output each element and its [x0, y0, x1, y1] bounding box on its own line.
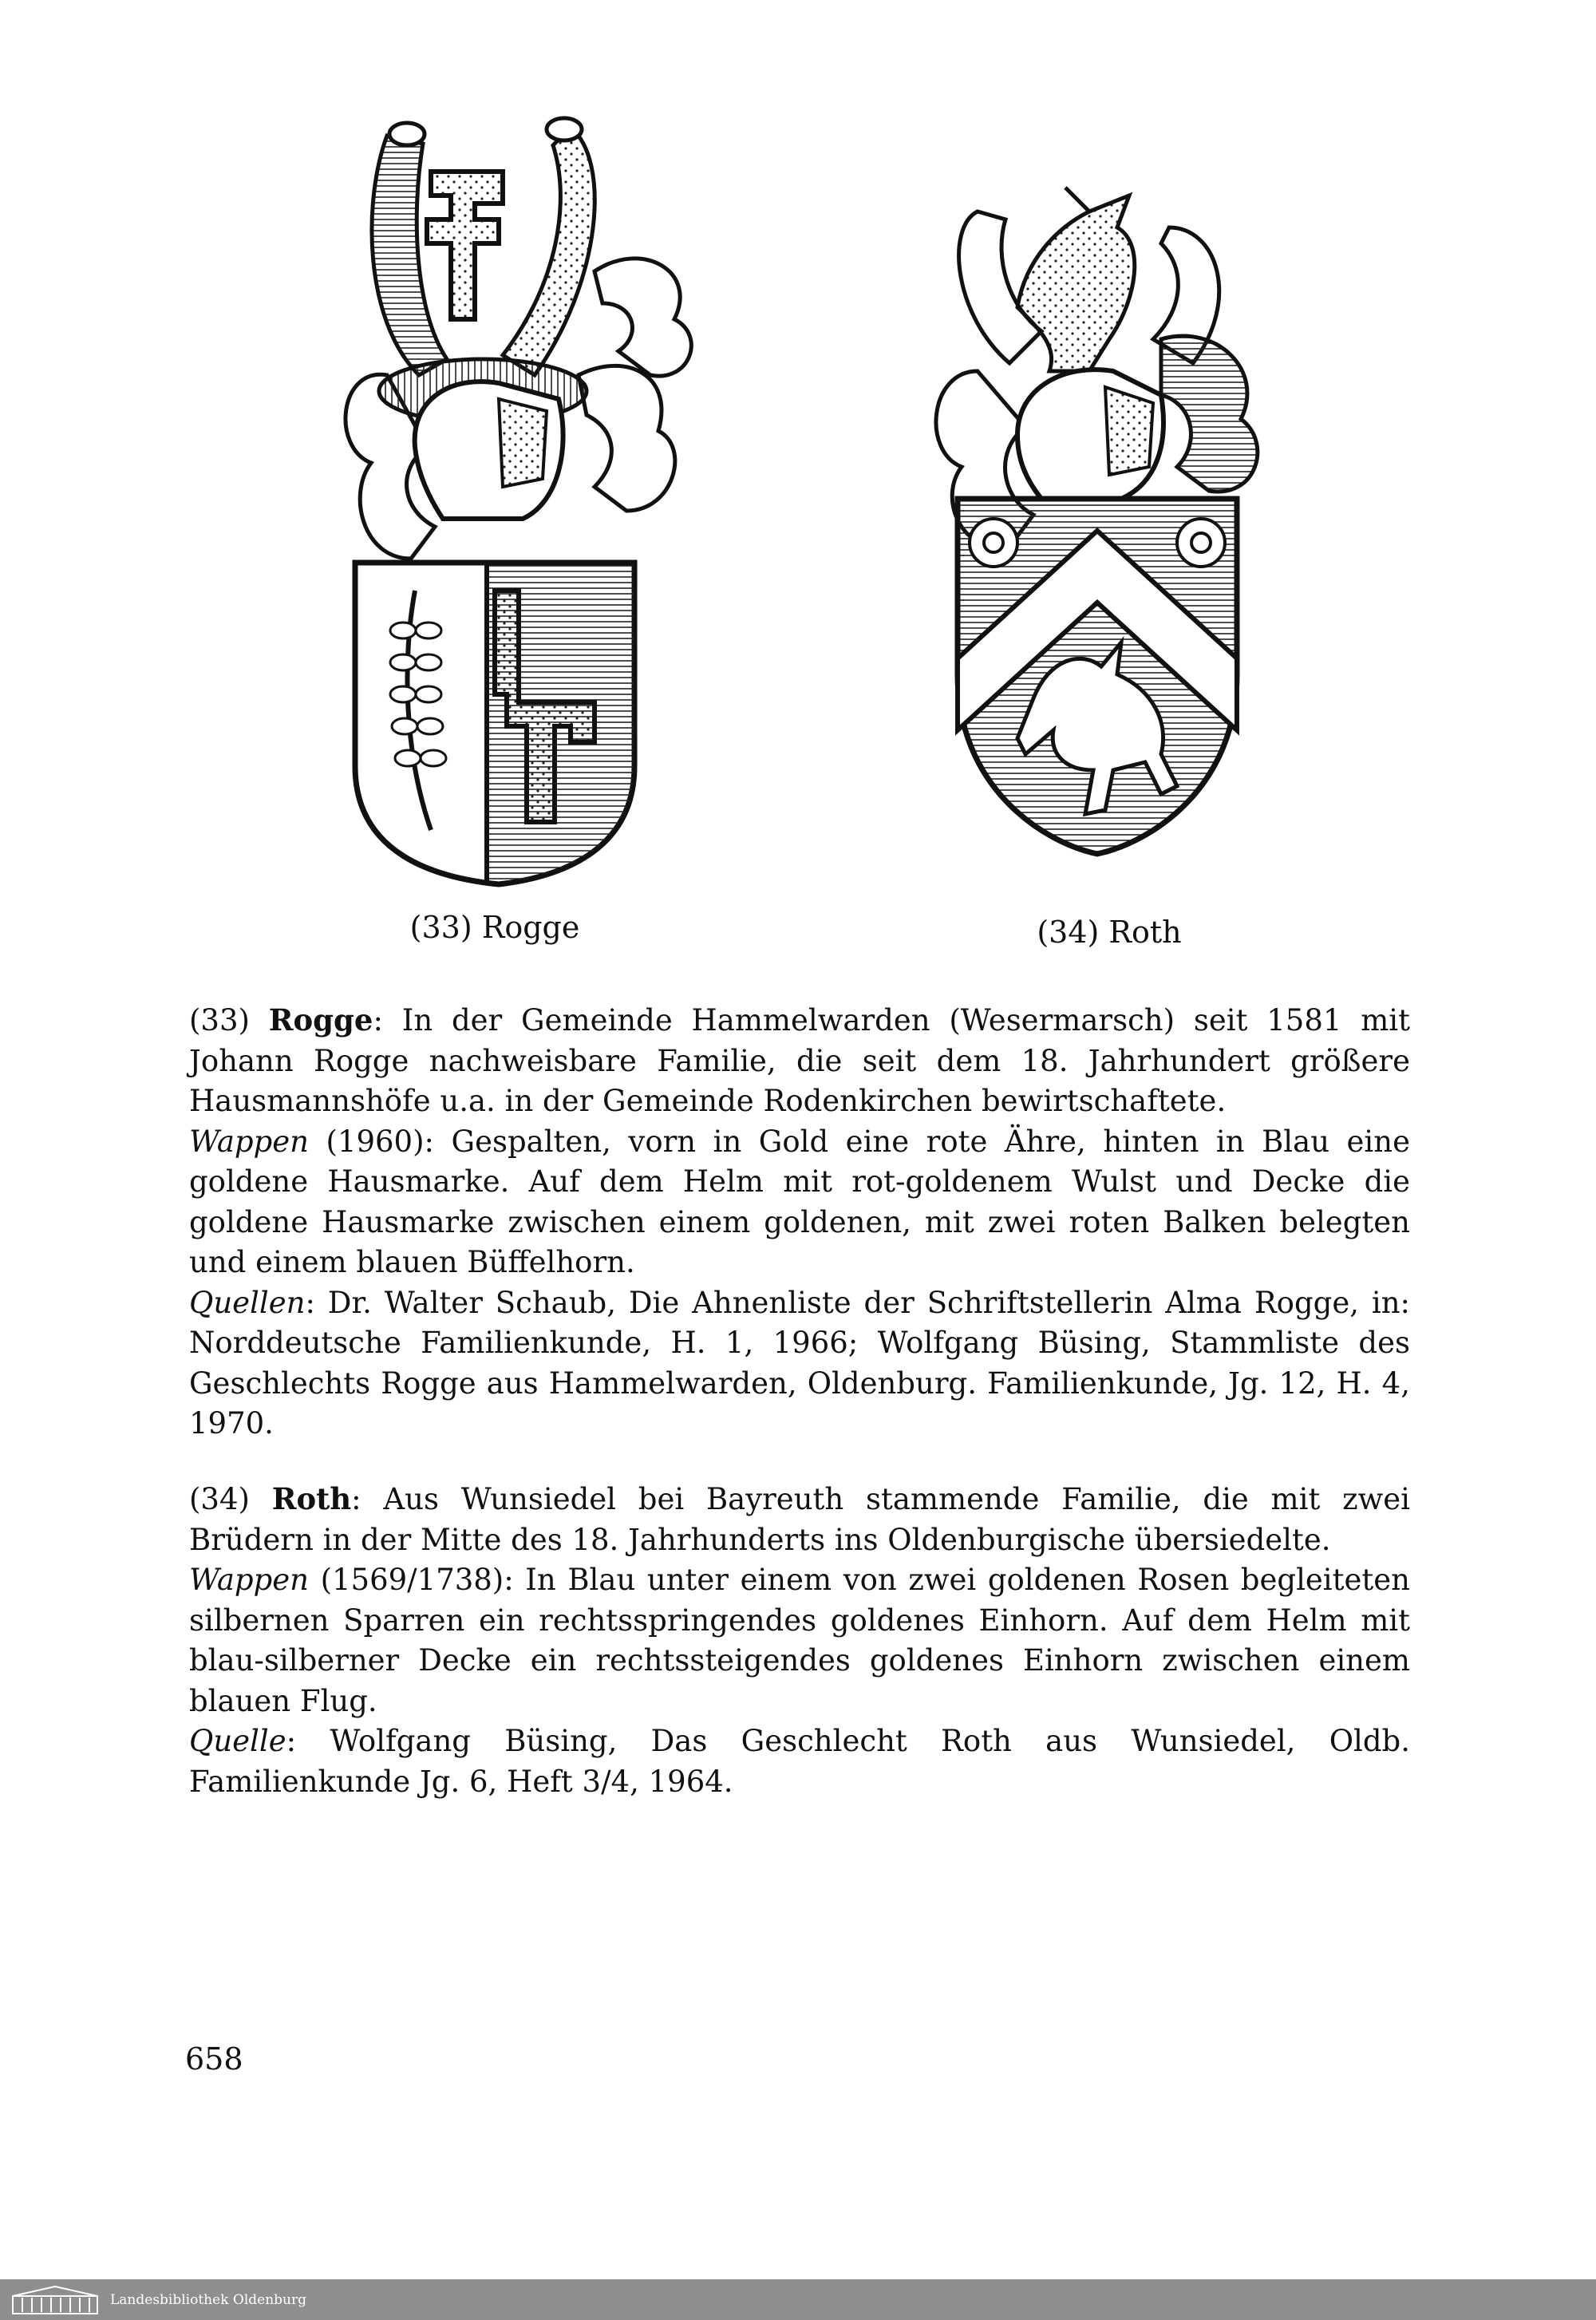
source-label: Quelle [189, 1724, 286, 1758]
entry-roth-wappen: Wappen (1569/1738): In Blau unter einem von zwei goldenen Rosen begleiteten silbernen Sparren ein rechtsspringendes goldenes Einhorn. Auf dem Helm mit blau-silberner Decke ein rechtssteigendes goldenes Einhorn zwischen einem blauen Flug. [189, 1563, 1410, 1718]
roth-coat-of-arms-icon [930, 180, 1265, 898]
entry-rogge-intro: (33) Rogge: In der Gemeinde Hammelwarden (Wesermarsch) seit 1581 mit Johann Rogge nachweisbare Familie, die seit dem 18. Jahrhundert größere Hausmannshöfe u.a. in der Gemeinde Rodenkirchen bewirtschaftete. [189, 1002, 1410, 1118]
entry-rogge-sources: Quellen: Dr. Walter Schaub, Die Ahnenliste der Schriftstellerin Alma Rogge, in: Norddeutsche Familienkunde, H. 1, 1966; Wolfgang Büsing, Stammliste des Geschlechts Rogge aus Hammelwarden, Oldenburg. Familienkunde, Jg. 12, H. 4, 1970. [189, 1285, 1410, 1441]
entry-rogge [189, 1000, 1410, 1445]
rogge-coat-of-arms-figure [339, 112, 722, 894]
entry-roth-name: Roth [271, 1481, 352, 1516]
sources-label: Quellen [189, 1285, 306, 1320]
wappen-label: Wappen [189, 1563, 309, 1597]
library-name: Landesbibliothek Oldenburg [110, 2291, 307, 2308]
entry-roth-intro: (34) Roth: Aus Wunsiedel bei Bayreuth stammende Familie, die mit zwei Brüdern in der Mitte des 18. Jahrhunderts ins Oldenburgische übersiedelte. [189, 1481, 1411, 1557]
page-number: 658 [185, 2041, 243, 2077]
wappen-label: Wappen [189, 1124, 309, 1159]
figure-caption-roth: (34) Roth [1037, 915, 1182, 950]
entry-roth [189, 1479, 1410, 1802]
library-building-icon [11, 2285, 99, 2315]
roth-coat-of-arms-figure [930, 180, 1265, 898]
entry-rogge-wappen: Wappen (1960): Gespalten, vorn in Gold eine rote Ähre, hinten in Blau eine goldene Hausmarke. Auf dem Helm mit rot-goldenem Wulst und Decke die goldene Hausmarke zwischen einem goldenen, mit zwei roten Balken belegten und einem blauen Büffelhorn. [189, 1124, 1410, 1279]
library-footer [0, 2279, 1596, 2320]
entry-roth-source: Quelle: Wolfgang Büsing, Das Geschlecht Roth aus Wunsiedel, Oldb. Familienkunde Jg. 6, Heft 3/4, 1964. [189, 1724, 1410, 1799]
entry-rogge-name: Rogge [268, 1002, 373, 1037]
figure-caption-rogge: (33) Rogge [409, 910, 580, 945]
rogge-coat-of-arms-icon [339, 112, 722, 894]
